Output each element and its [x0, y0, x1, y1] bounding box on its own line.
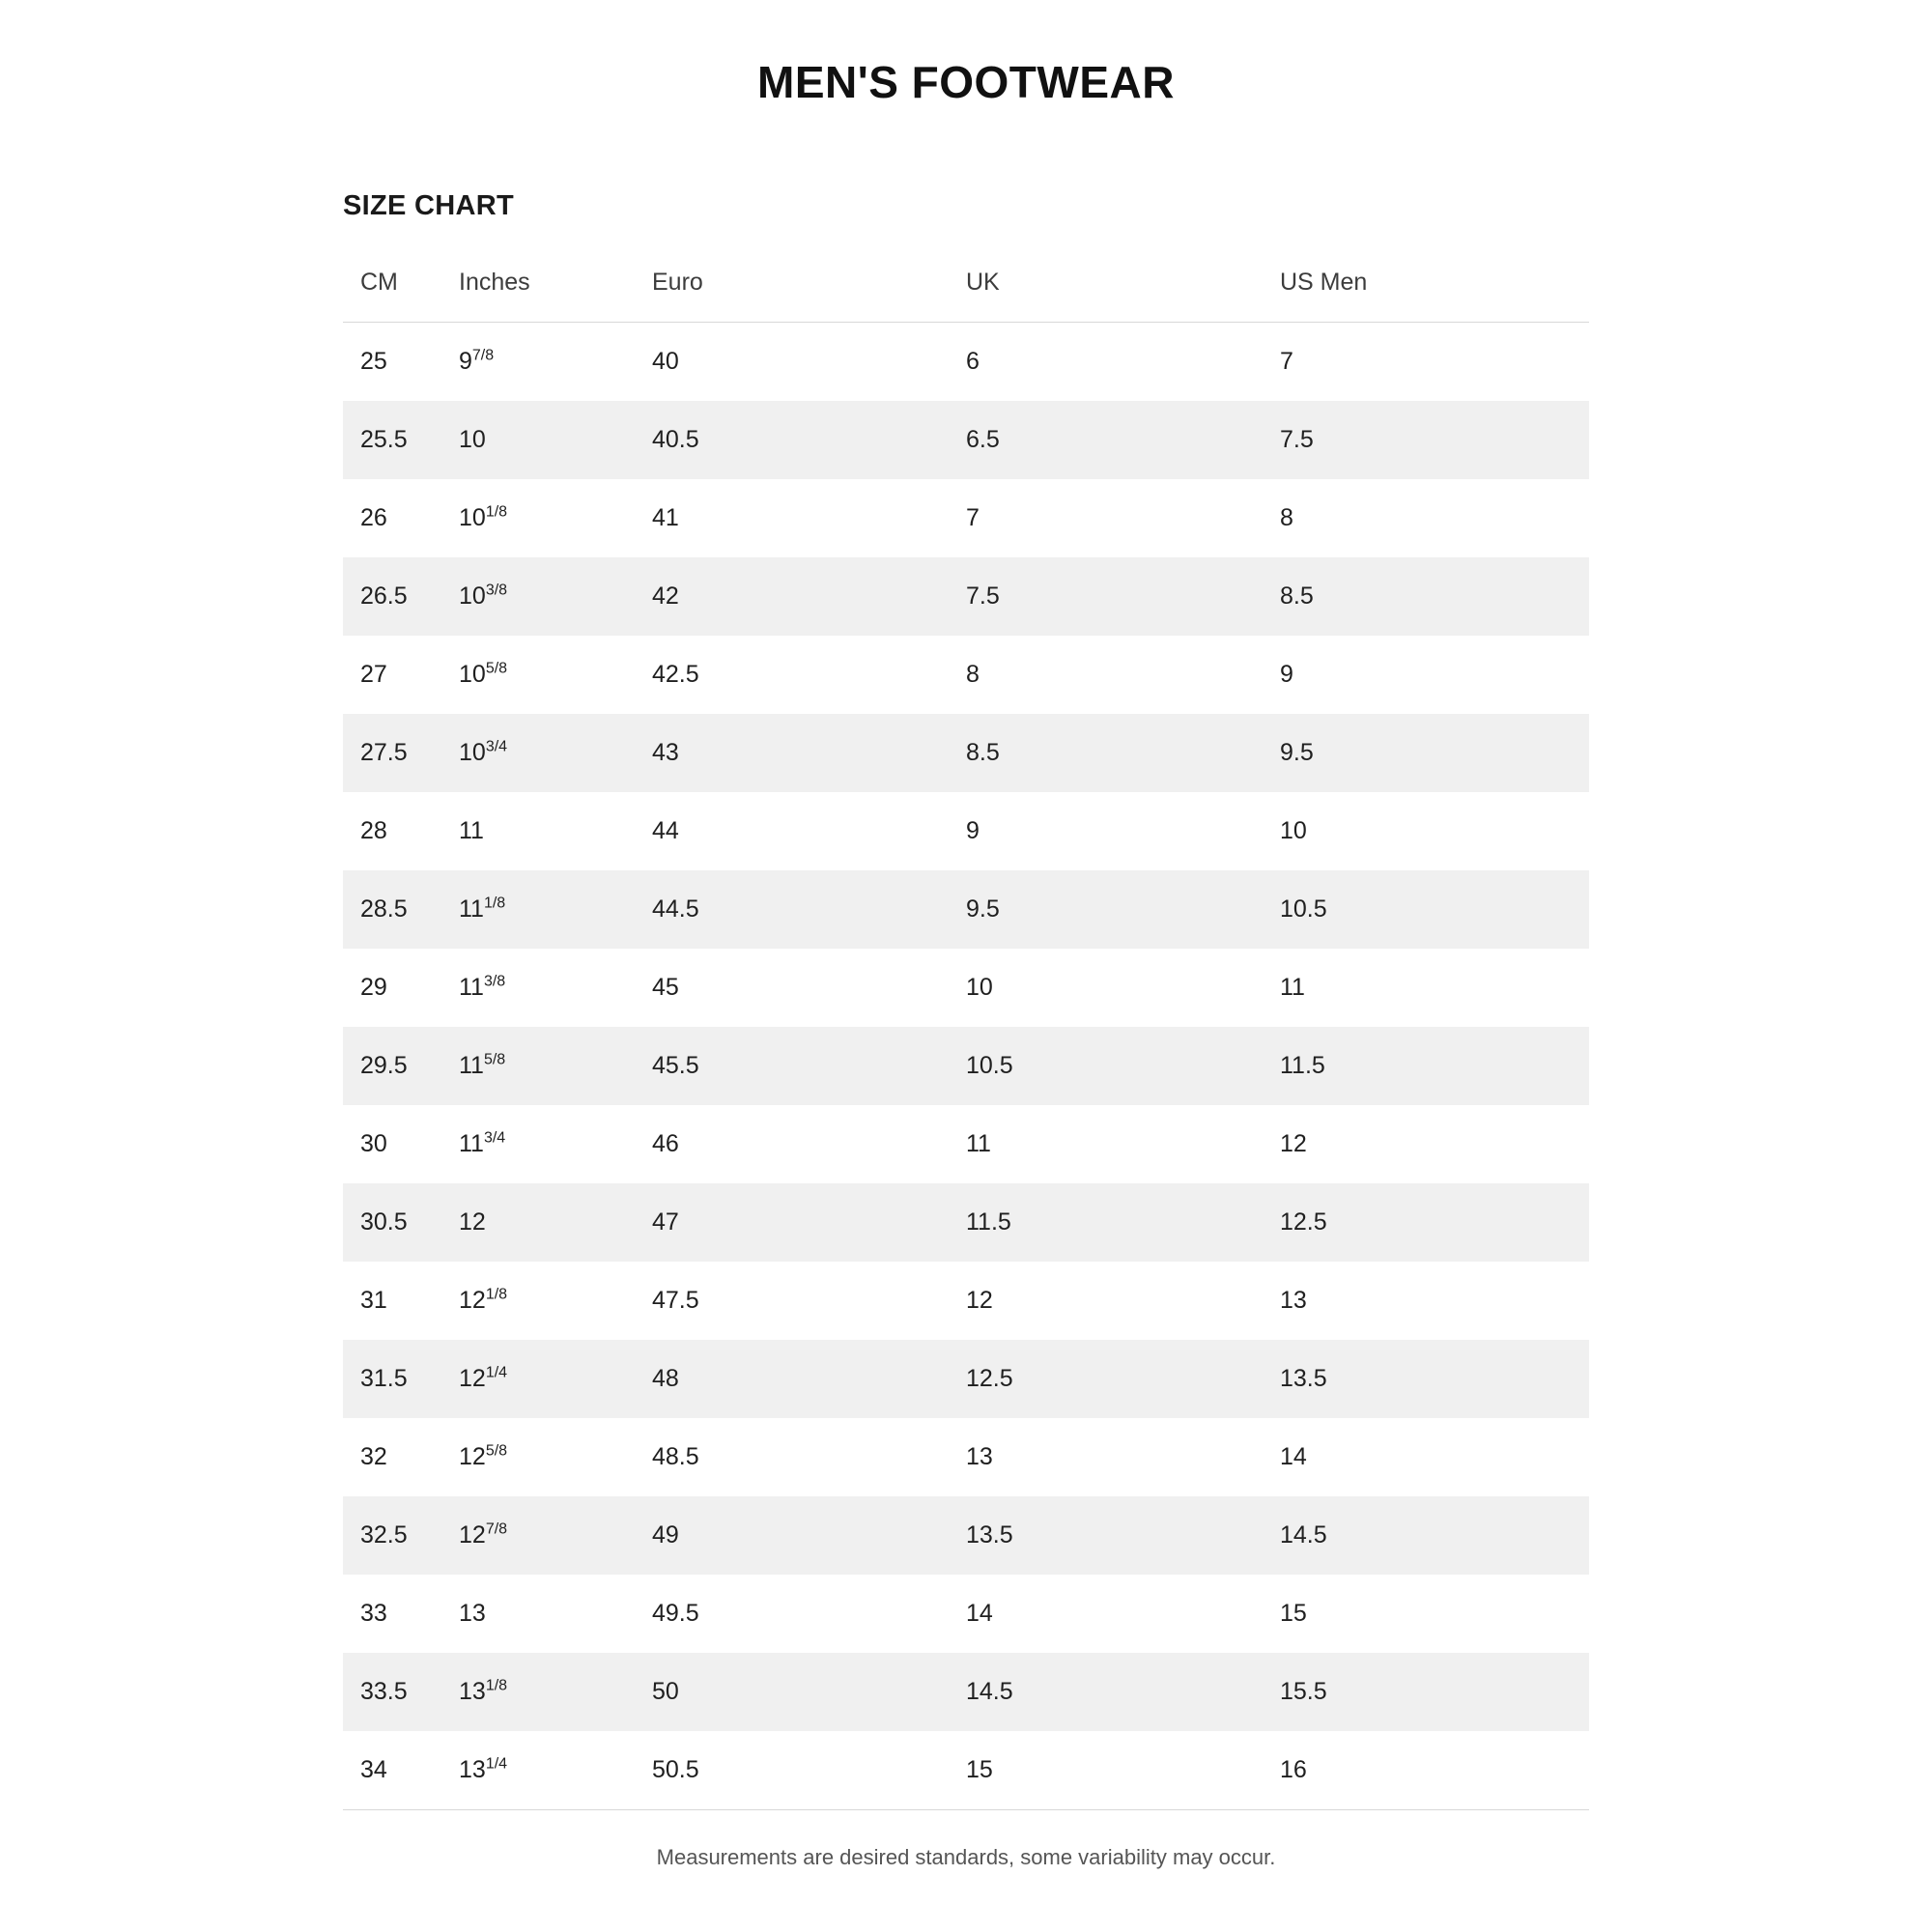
fraction-superscript: 7/8 — [485, 1520, 508, 1538]
table-cell: 7 — [966, 504, 980, 531]
table-row — [343, 479, 1589, 557]
table-footnote: Measurements are desired standards, some variability may occur. — [656, 1845, 1276, 1869]
table-cell: 11.5 — [966, 1208, 1011, 1236]
table-row — [343, 1027, 1589, 1105]
table-cell: $10^{1/8}$ — [459, 503, 508, 531]
table-cell: 12.5 — [966, 1365, 1013, 1392]
table-cell: 10.5 — [1280, 895, 1327, 923]
table-cell: 16 — [1280, 1731, 1589, 1810]
table-cell: 6.5 — [966, 426, 1000, 453]
table-cell: 34 — [343, 1731, 459, 1810]
table-cell: 26.5 — [360, 582, 408, 610]
table-row — [343, 557, 1589, 636]
table-cell: 48 — [652, 1365, 679, 1392]
table-header-row — [343, 259, 1589, 323]
table-cell: 40 — [652, 348, 679, 375]
table-row — [343, 323, 1589, 402]
table-cell: 14.5 — [1280, 1521, 1327, 1548]
fraction-superscript: 7/8 — [471, 347, 495, 364]
table-cell: 11 — [1280, 974, 1305, 1001]
table-cell: 13.5 — [1280, 1365, 1327, 1392]
table-cell: 32.5 — [360, 1521, 408, 1548]
table-cell: 10 — [1280, 817, 1307, 844]
table-cell: 29.5 — [360, 1052, 408, 1079]
fraction-superscript: 5/8 — [485, 1442, 508, 1460]
table-row — [343, 1731, 1589, 1810]
table-cell: 13 — [459, 1600, 486, 1627]
table-row — [343, 1262, 1589, 1340]
table-cell: 14 — [966, 1600, 993, 1627]
table-cell: 9.5 — [966, 895, 1000, 923]
table-cell: 9 — [966, 817, 980, 844]
table-cell: 12 — [966, 1287, 993, 1314]
table-row — [343, 870, 1589, 949]
table-cell: 27.5 — [360, 739, 408, 766]
table-cell: 6 — [966, 348, 980, 375]
table-cell: 49.5 — [652, 1600, 699, 1627]
table-cell: 7.5 — [966, 582, 1000, 610]
table-cell: 30 — [360, 1130, 387, 1157]
table-cell: 7 — [1280, 348, 1293, 375]
table-cell: 28 — [360, 817, 387, 844]
table-cell: 12.5 — [1280, 1208, 1327, 1236]
table-cell: 33.5 — [360, 1678, 408, 1705]
table-cell: 11 — [459, 817, 484, 844]
table-body — [343, 323, 1589, 1810]
column-header-uk: UK — [966, 259, 1280, 323]
fraction-superscript: 3/8 — [485, 582, 508, 599]
size-chart-table-wrapper — [343, 222, 1589, 1870]
table-cell: $12^{7/8}$ — [459, 1520, 508, 1548]
table-cell: 15.5 — [1280, 1678, 1327, 1705]
table-cell: 14.5 — [966, 1678, 1013, 1705]
table-cell: $11^{3/4}$ — [459, 1129, 506, 1157]
fraction-superscript: 1/8 — [485, 1677, 508, 1694]
column-header-euro: Euro — [652, 259, 966, 323]
table-row — [343, 636, 1589, 714]
table-cell: 29 — [360, 974, 387, 1001]
table-cell: 11 — [966, 1130, 991, 1157]
fraction-superscript: 3/4 — [483, 1129, 506, 1147]
table-row — [343, 401, 1589, 479]
table-cell: $13^{1/8}$ — [459, 1677, 508, 1705]
table-cell: 12 — [459, 1208, 486, 1236]
table-cell: $10^{5/8}$ — [459, 660, 508, 688]
table-cell: $11^{5/8}$ — [459, 1051, 506, 1079]
table-cell: 28.5 — [360, 895, 408, 923]
table-row — [343, 1105, 1589, 1183]
page-title: MEN'S FOOTWEAR — [757, 57, 1175, 107]
table-cell: $12^{1/4}$ — [459, 1364, 508, 1392]
fraction-superscript: 1/8 — [483, 895, 506, 912]
table-cell: 44 — [652, 817, 679, 844]
table-cell: 8.5 — [1280, 582, 1314, 610]
table-cell: 10.5 — [966, 1052, 1013, 1079]
table-cell: 32 — [360, 1443, 387, 1470]
table-row — [343, 1575, 1589, 1653]
table-row — [343, 1340, 1589, 1418]
table-row — [343, 1496, 1589, 1575]
table-cell: 42 — [652, 582, 679, 610]
section-heading: SIZE CHART — [343, 190, 514, 221]
table-cell: 31.5 — [360, 1365, 408, 1392]
table-cell: 33 — [360, 1600, 387, 1627]
column-header-inches: Inches — [459, 259, 652, 323]
table-row — [343, 792, 1589, 870]
fraction-superscript: 5/8 — [483, 1051, 506, 1068]
table-cell: 26 — [360, 504, 387, 531]
table-cell: $10^{3/8}$ — [459, 582, 508, 610]
table-cell: 14 — [1280, 1443, 1307, 1470]
table-cell: 25.5 — [360, 426, 408, 453]
table-cell: $12^{5/8}$ — [459, 1442, 508, 1470]
table-cell: 7.5 — [1280, 426, 1314, 453]
table-cell: 50.5 — [652, 1731, 966, 1810]
table-cell: $11^{1/8}$ — [459, 895, 506, 923]
table-cell: 47.5 — [652, 1287, 699, 1314]
table-cell: 42.5 — [652, 661, 699, 688]
table-cell: 12 — [1280, 1130, 1307, 1157]
table-cell: 45 — [652, 974, 679, 1001]
size-chart-table — [343, 259, 1589, 1810]
table-cell: 48.5 — [652, 1443, 699, 1470]
fraction-superscript: 1/4 — [485, 1364, 508, 1381]
table-cell: $13^{1/4}$ — [459, 1731, 652, 1810]
table-cell: 8 — [1280, 504, 1293, 531]
table-cell: 50 — [652, 1678, 679, 1705]
table-cell: 31 — [360, 1287, 387, 1314]
table-cell: $10^{3/4}$ — [459, 738, 508, 766]
table-cell: 30.5 — [360, 1208, 408, 1236]
fraction-superscript: 3/8 — [483, 973, 506, 990]
table-cell: 41 — [652, 504, 679, 531]
table-cell: 10 — [966, 974, 993, 1001]
table-cell: 11.5 — [1280, 1052, 1325, 1079]
table-cell: 13 — [966, 1443, 993, 1470]
table-cell: 9 — [1280, 661, 1293, 688]
table-cell: 15 — [966, 1731, 1280, 1810]
table-cell: 43 — [652, 739, 679, 766]
table-cell: $9^{7/8}$ — [459, 347, 495, 375]
table-cell: 46 — [652, 1130, 679, 1157]
table-cell: 47 — [652, 1208, 679, 1236]
column-header-cm: CM — [343, 259, 459, 323]
table-cell: 9.5 — [1280, 739, 1314, 766]
table-row — [343, 1183, 1589, 1262]
table-row — [343, 1653, 1589, 1731]
table-cell: 15 — [1280, 1600, 1307, 1627]
fraction-superscript: 1/8 — [485, 1286, 508, 1303]
table-cell: 40.5 — [652, 426, 699, 453]
fraction-superscript: 1/8 — [485, 503, 508, 521]
table-cell: 49 — [652, 1521, 679, 1548]
table-cell: 8.5 — [966, 739, 1000, 766]
table-header — [343, 259, 1589, 323]
fraction-superscript: 5/8 — [485, 660, 508, 677]
table-cell: 13 — [1280, 1287, 1307, 1314]
table-row — [343, 1418, 1589, 1496]
fraction-superscript: 3/4 — [485, 738, 508, 755]
fraction-superscript: 1/4 — [485, 1755, 508, 1773]
table-row — [343, 949, 1589, 1027]
table-cell: $12^{1/8}$ — [459, 1286, 508, 1314]
table-cell: 10 — [459, 426, 486, 453]
table-cell: 45.5 — [652, 1052, 699, 1079]
table-cell: 13.5 — [966, 1521, 1013, 1548]
table-cell: $11^{3/8}$ — [459, 973, 506, 1001]
table-cell: 8 — [966, 661, 980, 688]
table-row — [343, 714, 1589, 792]
table-cell: 25 — [360, 348, 387, 375]
table-cell: 44.5 — [652, 895, 699, 923]
table-cell: 27 — [360, 661, 387, 688]
column-header-us-men: US Men — [1280, 259, 1589, 323]
